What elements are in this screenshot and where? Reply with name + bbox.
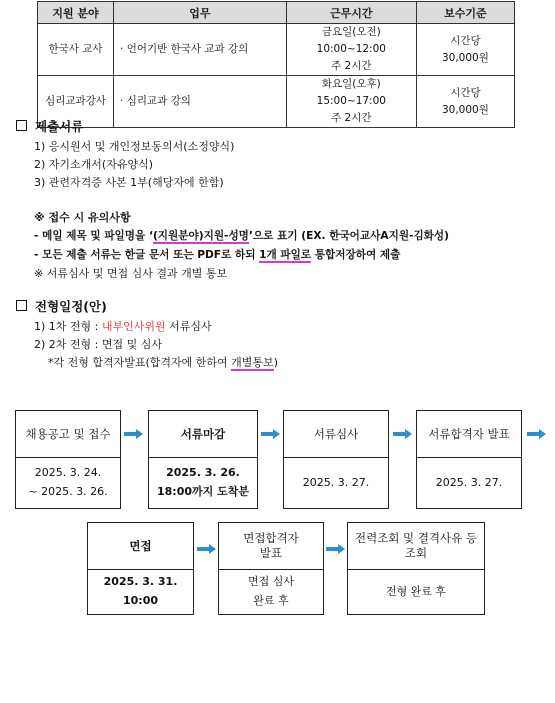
schedule-text: *각 전형 합격자발표(합격자에 한하여 (48, 356, 232, 369)
notice-text: ’으로 표기 (EX. 한국어교사A지원-김화성) (248, 230, 449, 242)
cell-pay (416, 76, 514, 128)
schedule-text: 서류심사 (165, 320, 212, 333)
flow-date: 2025. 3. 26. (166, 466, 240, 479)
flow-step-body: 2025. 3. 27. (302, 475, 370, 489)
notice-text: - 메일 제목 및 파일명을 ‘ (34, 230, 153, 242)
flow-head-line: 발표 (259, 546, 283, 560)
highlighted-text: (지원분야)지원-성명 (152, 230, 249, 242)
pay-line: 30,000원 (441, 51, 489, 64)
hours-line: 주 2시간 (331, 112, 372, 124)
notice-line-2 (34, 247, 400, 262)
docs-title-text: 제출서류 (35, 119, 84, 134)
cell-pay (416, 24, 514, 76)
docs-item: 1) 응시원서 및 개인정보동의서(소정양식) (34, 140, 235, 153)
docs-item: 3) 관련자격증 사본 1부(해당자에 한함) (34, 176, 224, 189)
docs-item: 2) 자기소개서(자유양식) (34, 158, 154, 171)
schedule-item (34, 318, 212, 334)
table-row (38, 24, 515, 76)
cell-task: · 심리교과 강의 (114, 76, 287, 128)
flow-step-head (219, 523, 323, 570)
schedule-section-title (16, 297, 107, 315)
flow-date: 2025. 3. 31. (103, 575, 178, 588)
schedule-text: ) (273, 356, 278, 369)
flow-head-line: 조회 (404, 546, 428, 560)
flow-step-head: 서류마감 (149, 411, 257, 458)
flow-step-3 (283, 410, 389, 509)
flow-step-7 (347, 522, 485, 615)
square-bullet-icon (16, 120, 27, 131)
pay-line: 30,000원 (441, 103, 489, 116)
schedule-item: 2) 2차 전형 : 면접 및 심사 (34, 338, 162, 351)
arrow-right-icon (196, 543, 218, 555)
flow-step-6 (218, 522, 324, 615)
hours-line: 금요일(오전) 10:00~12:00 (316, 26, 386, 55)
arrow-right-icon (123, 428, 145, 440)
flow-step-body (88, 568, 193, 614)
highlighted-text: 개별통보 (231, 356, 274, 369)
cell-hours (286, 24, 416, 76)
flow-step-body (219, 568, 323, 614)
cell-field: 한국사 교사 (38, 24, 114, 76)
hours-line: 주 2시간 (331, 60, 372, 72)
arrow-right-icon (392, 428, 414, 440)
header-hours: 근무시간 (286, 2, 416, 24)
flow-step-5 (87, 522, 194, 615)
flow-step-body: 2025. 3. 27. (435, 475, 503, 489)
cell-hours (286, 76, 416, 128)
flow-step-body (149, 456, 257, 508)
notice-line-3: ※ 서류심사 및 면접 심사 결과 개별 통보 (34, 267, 228, 280)
flow-date: 18:00까지 도착분 (157, 485, 249, 498)
notice-line-1 (34, 228, 449, 243)
flow-step-2 (148, 410, 258, 509)
flow-step-head: 채용공고 및 접수 (16, 411, 120, 458)
notice-title: ※ 접수 시 유의사항 (34, 211, 131, 224)
flow-head-line: 전력조회 및 결격사유 등 (354, 531, 478, 545)
docs-section-title (16, 117, 83, 135)
flow-head-line: 면접합격자 (243, 531, 299, 545)
flow-step-body: 전형 완료 후 (385, 584, 447, 598)
arrow-right-icon (526, 428, 548, 440)
square-bullet-icon (16, 300, 27, 311)
cell-field: 심리교과강사 (38, 76, 114, 128)
notice-text: - 모든 제출 서류는 한글 문서 또는 PDF로 하되 (34, 249, 260, 261)
red-text: 내부인사위원 (101, 320, 166, 333)
schedule-note (48, 354, 278, 370)
notice-text: 통합저장하여 제출 (311, 249, 401, 261)
schedule-title-text: 전형일정(안) (35, 299, 107, 314)
arrow-right-icon (260, 428, 282, 440)
flow-step-body (16, 456, 120, 508)
header-task: 업무 (114, 2, 287, 24)
header-pay: 보수기준 (416, 2, 514, 24)
flow-step-4 (416, 410, 522, 509)
header-field: 지원 분야 (38, 2, 114, 24)
flow-date: 면접 심사 (247, 575, 294, 588)
flow-date: 완료 후 (253, 594, 289, 607)
highlighted-text: 1개 파일로 (259, 249, 312, 261)
table-header-row (38, 2, 515, 24)
cell-task: · 언어기반 한국사 교과 강의 (114, 24, 287, 76)
flow-date: 10:00 (122, 594, 158, 607)
flow-step-head: 서류합격자 발표 (417, 411, 521, 458)
flow-step-head: 서류심사 (284, 411, 388, 458)
flow-step-head: 면접 (88, 523, 193, 570)
flow-date: 2025. 3. 24. (34, 466, 102, 479)
pay-line: 시간당 (450, 34, 481, 47)
flow-step-head (348, 523, 484, 570)
flow-date: ~ 2025. 3. 26. (28, 485, 108, 498)
hours-line: 화요일(오후) 15:00~17:00 (316, 78, 386, 107)
schedule-text: 1) 1차 전형 : (34, 320, 102, 333)
arrow-right-icon (325, 543, 347, 555)
jobs-table (37, 1, 515, 128)
flow-step-1 (15, 410, 121, 509)
pay-line: 시간당 (450, 86, 481, 99)
table-row (38, 76, 515, 128)
